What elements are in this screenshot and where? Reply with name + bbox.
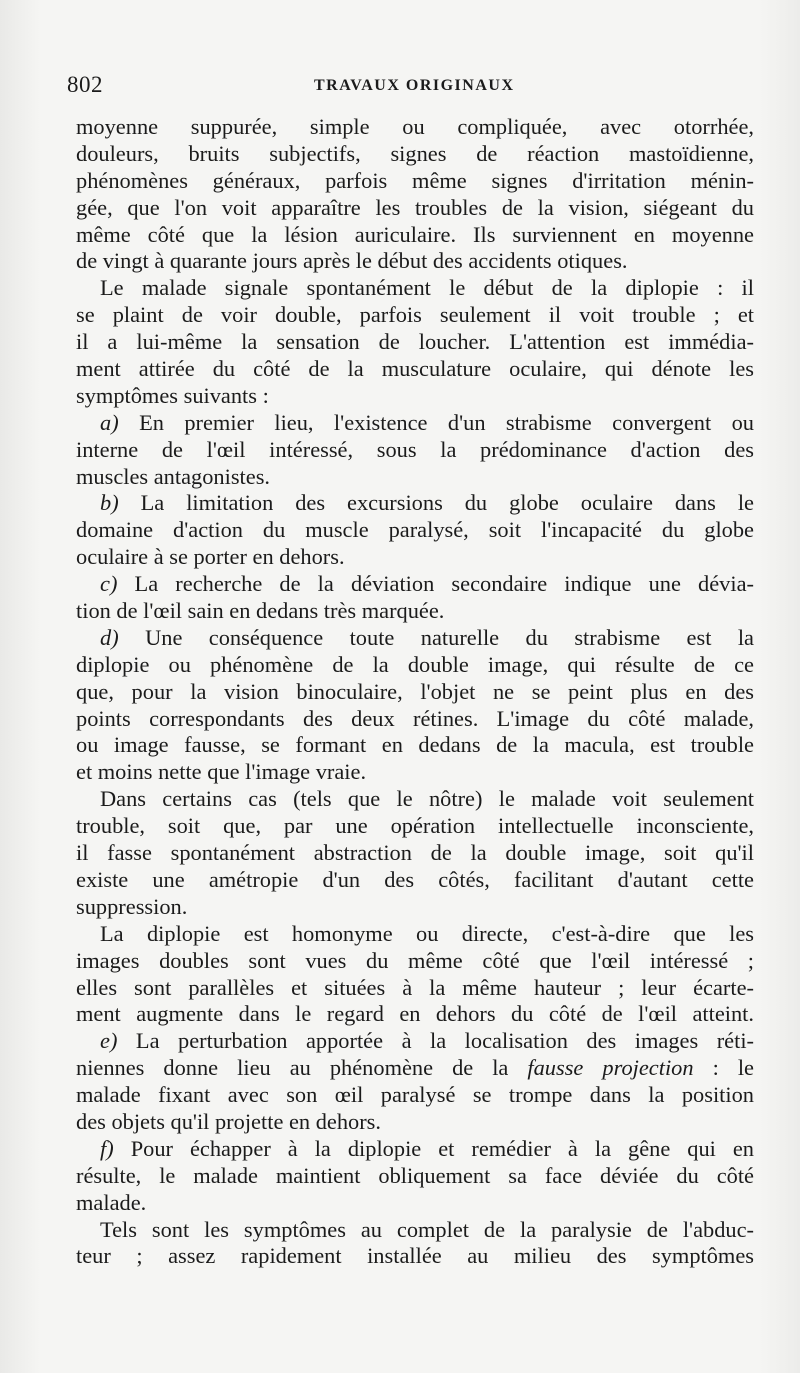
line-text: résulte, le malade maintient obliquement sa face déviée du côté: [76, 1162, 754, 1188]
line-text: elles sont parallèles et situées à la même hauteur ; leur écarte-: [76, 974, 754, 1000]
line-text: niennes donne lieu au phénomène de la: [76, 1055, 509, 1081]
line-text: gée, que l'on voit apparaître les troubles de la vision, siégeant du: [76, 194, 754, 220]
line-text: ment attirée du côté de la musculature oculaire, qui dénote les: [76, 356, 754, 382]
line-text: même côté que la lésion auriculaire. Ils surviennent en moyenne: [76, 221, 754, 247]
text-line: [76, 1082, 754, 1109]
italic-phrase: fausse projection: [527, 1055, 694, 1081]
text-line: [76, 732, 754, 759]
text-line: [76, 840, 754, 867]
enumeration-label: d): [100, 624, 119, 650]
text-line: [76, 356, 754, 383]
line-text: ou image fausse, se formant en dedans de la macula, est trouble: [76, 732, 754, 758]
line-text: malade.: [76, 1189, 147, 1215]
line-text: images doubles sont vues du même côté que l'œil intéressé ;: [76, 947, 754, 973]
body-text: [76, 114, 754, 1270]
line-text: des objets qu'il projette en dehors.: [76, 1108, 381, 1134]
line-text: douleurs, bruits subjectifs, signes de réaction mastoïdienne,: [76, 140, 754, 166]
line-text: existe une amétropie d'un des côtés, facilitant d'autant cette: [76, 866, 754, 892]
text-line: [76, 141, 754, 168]
text-line: [76, 813, 754, 840]
line-text: teur ; assez rapidement installée au milieu des symptômes: [76, 1243, 754, 1269]
line-text: et moins nette que l'image vraie.: [76, 759, 367, 785]
text-line: [76, 517, 754, 544]
enumeration-label: a): [100, 409, 119, 435]
text-line: [76, 302, 754, 329]
text-line: [76, 759, 754, 786]
text-line: [76, 464, 754, 491]
text-line: [76, 1028, 754, 1055]
text-line: [76, 437, 754, 464]
text-line: [76, 975, 754, 1002]
line-text: La limitation des excursions du globe oculaire dans le: [140, 490, 754, 516]
line-text: Tels sont les symptômes au complet de la paralysie de l'abduc-: [100, 1216, 754, 1242]
page-header: [67, 72, 767, 102]
text-line: [76, 168, 754, 195]
line-text: points correspondants des deux rétines. L'image du côté malade,: [76, 705, 754, 731]
line-text: de vingt à quarante jours après le début des accidents otiques.: [76, 248, 628, 274]
text-line: [76, 867, 754, 894]
enumeration-label: e): [100, 1028, 118, 1054]
enumeration-label: f): [100, 1135, 114, 1161]
text-line: [76, 894, 754, 921]
text-line: [76, 1109, 754, 1136]
line-text: que, pour la vision binoculaire, l'objet ne se peint plus en des: [76, 678, 754, 704]
line-text: oculaire à se porter en dehors.: [76, 544, 345, 570]
text-line: [76, 114, 754, 141]
enumeration-label: b): [100, 490, 119, 516]
line-text: Dans certains cas (tels que le nôtre) le malade voit seulement: [100, 786, 754, 812]
text-line: [76, 625, 754, 652]
text-line: [76, 598, 754, 625]
line-text: il fasse spontanément abstraction de la double image, soit qu'il: [76, 840, 754, 866]
text-line: [76, 1190, 754, 1217]
text-line: [76, 1217, 754, 1244]
line-text: symptômes suivants :: [76, 382, 269, 408]
text-line: [76, 275, 754, 302]
line-text: interne de l'œil intéressé, sous la prédominance d'action des: [76, 436, 754, 462]
line-text: moyenne suppurée, simple ou compliquée, avec otorrhée,: [76, 114, 754, 139]
line-text: Pour échapper à la diplopie et remédier à la gêne qui en: [130, 1135, 754, 1161]
line-text: Une conséquence toute naturelle du strabisme est la: [145, 624, 754, 650]
text-line: [76, 383, 754, 410]
line-text: tion de l'œil sain en dedans très marquée.: [76, 598, 445, 624]
text-line: [76, 948, 754, 975]
text-line: [76, 786, 754, 813]
text-line: [76, 921, 754, 948]
text-line: [76, 490, 754, 517]
line-text: malade fixant avec son œil paralysé se trompe dans la position: [76, 1082, 754, 1108]
text-line: [76, 222, 754, 249]
line-text: se plaint de voir double, parfois seulement il voit trouble ; et: [76, 302, 754, 328]
text-line: [76, 329, 754, 356]
line-text: trouble, soit que, par une opération intellectuelle inconsciente,: [76, 813, 754, 839]
text-line: [76, 248, 754, 275]
text-line: [76, 679, 754, 706]
line-text: La perturbation apportée à la localisation des images réti-: [135, 1028, 754, 1054]
line-text: suppression.: [76, 893, 188, 919]
line-text: domaine d'action du muscle paralysé, soit l'incapacité du globe: [76, 517, 754, 543]
text-line: [76, 195, 754, 222]
line-text: La diplopie est homonyme ou directe, c'est-à-dire que les: [100, 920, 754, 946]
text-line: [76, 571, 754, 598]
line-text: phénomènes généraux, parfois même signes d'irritation ménin-: [76, 167, 754, 193]
text-line: [76, 1163, 754, 1190]
text-line: [76, 1243, 754, 1270]
line-text: diplopie ou phénomène de la double image, qui résulte de ce: [76, 651, 754, 677]
text-line: [76, 1001, 754, 1028]
enumeration-label: c): [100, 571, 118, 597]
line-text: Le malade signale spontanément le début de la diplopie : il: [100, 275, 754, 301]
line-text: ment augmente dans le regard en dehors du côté de l'œil atteint.: [76, 1001, 754, 1027]
line-text: En premier lieu, l'existence d'un strabisme convergent ou: [139, 409, 754, 435]
line-text: il a lui-même la sensation de loucher. L'attention est immédia-: [76, 329, 754, 355]
line-text: La recherche de la déviation secondaire indique une dévia-: [134, 571, 754, 597]
line-text: muscles antagonistes.: [76, 463, 271, 489]
running-head: TRAVAUX ORIGINAUX: [314, 77, 515, 94]
page-number: 802: [67, 72, 103, 97]
text-line: [76, 1055, 754, 1082]
text-line: [76, 544, 754, 571]
line-text-after: : le: [712, 1055, 754, 1081]
text-line: [76, 1136, 754, 1163]
text-line: [76, 410, 754, 437]
text-line: [76, 652, 754, 679]
text-line: [76, 706, 754, 733]
